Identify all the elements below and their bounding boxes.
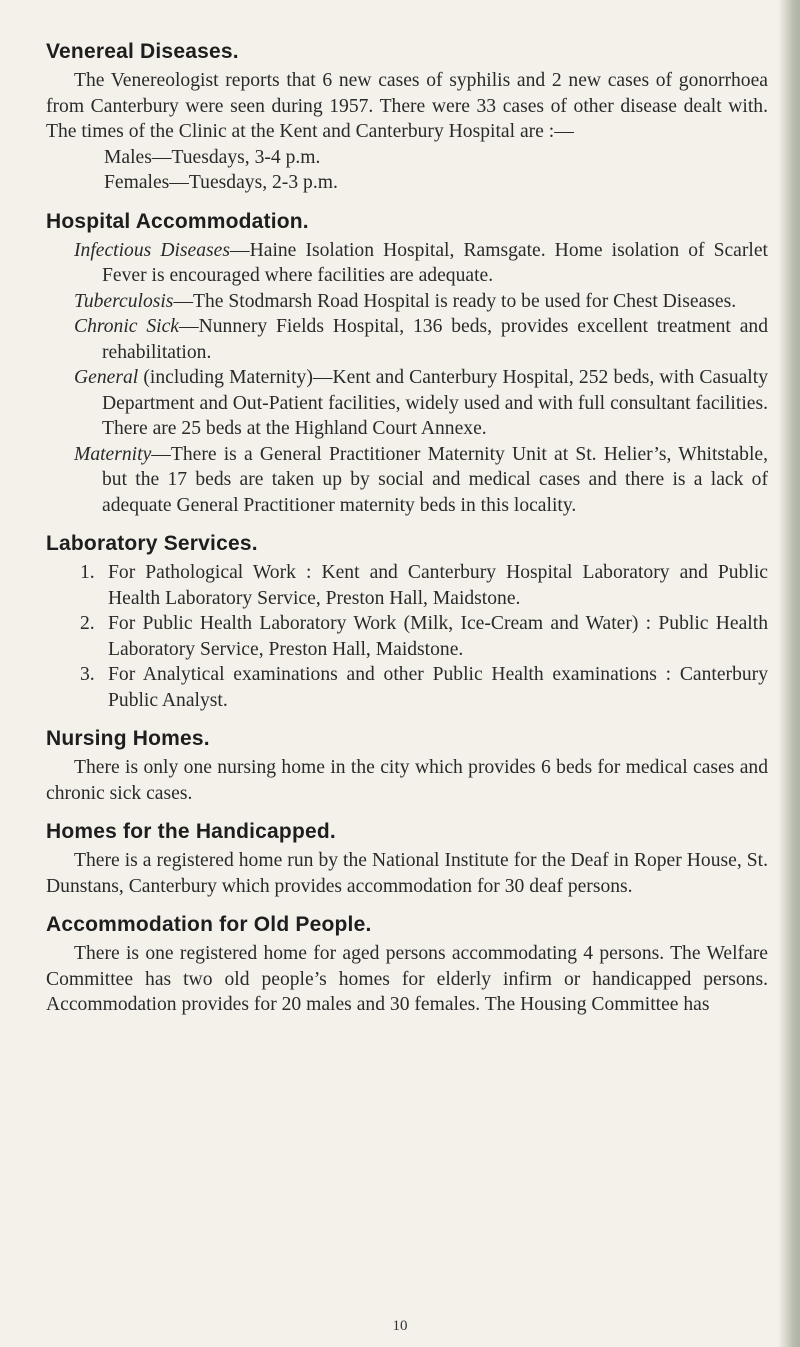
document-page (46, 40, 768, 1032)
clinic-times-males: Males—Tuesdays, 3-4 p.m. (104, 146, 321, 168)
list-number: 3. (80, 664, 95, 685)
hospital-text: —The Stodmarsh Road Hospital is ready to be used for Chest Diseases. (173, 290, 737, 312)
list-number: 2. (80, 613, 95, 634)
page-edge-shadow (778, 0, 800, 1347)
list-text: For Pathological Work : Kent and Canterbury Hospital Laboratory and Public Health Laboratory Service, Preston Hall, Maidstone. (108, 562, 768, 609)
page-number: 10 (392, 1318, 408, 1334)
heading-nursing-homes: Nursing Homes. (46, 727, 210, 750)
section-old-people (46, 913, 768, 1018)
hospital-entry-maternity (46, 442, 768, 519)
section-homes-handicapped (46, 820, 768, 899)
list-number: 1. (80, 562, 95, 583)
section-venereal-diseases (46, 40, 768, 196)
hospital-term: General (74, 367, 139, 388)
heading-hospital-accommodation: Hospital Accommodation. (46, 209, 309, 233)
old-people-paragraph: There is one registered home for aged persons accommodating 4 persons. The Welfare Committee has two old people’s homes for elderly infirm or handicapped persons. Accommodation provides for 20 males and 30 females. The Housing Committee has (46, 943, 768, 1015)
list-item (46, 611, 768, 662)
list-text: For Public Health Laboratory Work (Milk, Ice-Cream and Water) : Public Health Laboratory Service, Preston Hall, Maidstone. (108, 613, 768, 660)
section-nursing-homes (46, 727, 768, 806)
hospital-term: Tuberculosis (74, 290, 174, 312)
hospital-entry-tuberculosis (46, 289, 768, 315)
hospital-text: —Nunnery Fields Hospital, 136 beds, provides excellent treatment and rehabilitation. (102, 316, 769, 363)
hospital-entry-infectious (46, 238, 768, 289)
hospital-term: Chronic Sick (74, 316, 180, 337)
list-text: For Analytical examinations and other Public Health examinations : Canterbury Public Analyst. (108, 664, 768, 711)
heading-homes-handicapped: Homes for the Handicapped. (46, 820, 336, 843)
hospital-entry-chronic-sick (46, 314, 768, 365)
list-item (46, 662, 768, 713)
heading-laboratory-services: Laboratory Services. (46, 532, 258, 555)
heading-venereal-diseases: Venereal Diseases. (46, 40, 239, 63)
heading-old-people: Accommodation for Old People. (46, 913, 372, 936)
venereal-paragraph: The Venereologist reports that 6 new cases of syphilis and 2 new cases of gonorrhoea from Canterbury were seen during 1957. There were 33 cases of other disease dealt with. The times of the Clinic at the Kent and Canterbury Hospital are :— (46, 70, 768, 142)
hospital-term: Infectious Diseases (74, 239, 230, 261)
clinic-times-females: Females—Tuesdays, 2-3 p.m. (104, 172, 338, 193)
hospital-text: —Haine Isolation Hospital, Ramsgate. Home isolation of Scarlet Fever is encouraged where facilities are adequate. (102, 239, 768, 286)
hospital-term: Maternity (74, 443, 152, 465)
section-laboratory-services (46, 532, 768, 713)
hospital-text: —There is a General Practitioner Maternity Unit at St. Helier’s, Whitstable, but the 17 beds are taken up by social and medical cases and there is a lack of adequate General Practitioner maternity beds in this locality. (102, 443, 768, 516)
handicapped-paragraph: There is a registered home run by the National Institute for the Deaf in Roper House, St. Dunstans, Canterbury which provides accommodation for 30 deaf persons. (46, 850, 768, 897)
nursing-paragraph: There is only one nursing home in the city which provides 6 beds for medical cases and chronic sick cases. (46, 757, 768, 804)
list-item (46, 560, 768, 611)
hospital-text: (including Maternity)—Kent and Canterbury Hospital, 252 beds, with Casualty Department and Out-Patient facilities, widely used and with full consultant facilities. There are 25 beds at the Highland Court Annexe. (102, 367, 768, 439)
hospital-entry-general (46, 365, 768, 442)
section-hospital-accommodation (46, 210, 768, 519)
laboratory-list (46, 560, 768, 713)
